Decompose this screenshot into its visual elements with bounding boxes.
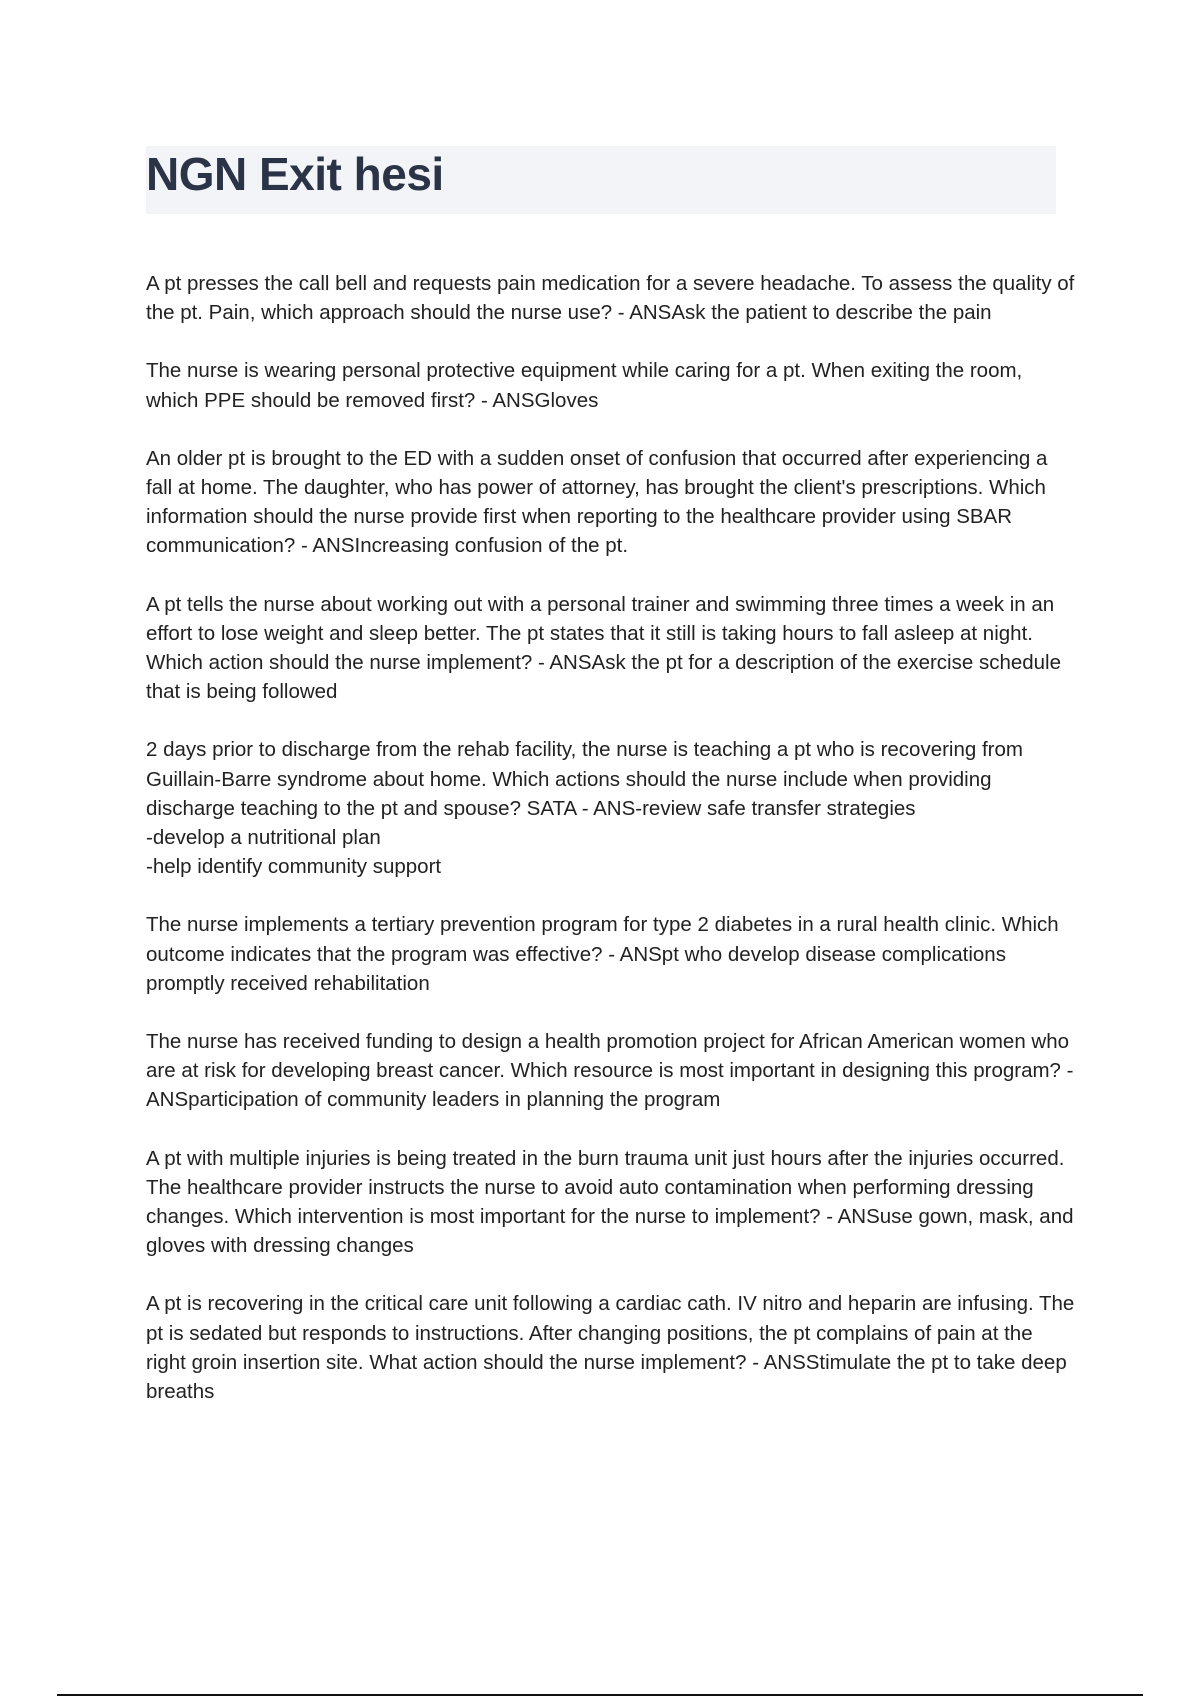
- qa-item-5: 2 days prior to discharge from the rehab facility, the nurse is teaching a pt who is recovering from Guillain-Barre syndrome about home. Which actions should the nurse include when providing discharge teaching to the pt and spouse? SATA - ANS-review safe transfer strategies -develop a nutritional plan -help identify community support: [146, 738, 1023, 879]
- page-title: NGN Exit hesi: [146, 148, 444, 200]
- qa-item-4: A pt tells the nurse about working out with a personal trainer and swimming three times a week in an effort to lose weight and sleep better. The pt states that it still is taking hours to fall asleep at night. Which action should the nurse implement? - ANSAsk the pt for a description of the exercise schedule that is being followed: [146, 592, 1062, 704]
- qa-item-6: The nurse implements a tertiary prevention program for type 2 diabetes in a rural health clinic. Which outcome indicates that the program was effective? - ANSpt who develop disease complications promptly received rehabilitation: [146, 913, 1059, 995]
- qa-item-3: An older pt is brought to the ED with a sudden onset of confusion that occurred after experiencing a fall at home. The daughter, who has power of attorney, has brought the client's prescriptions. Which information should the nurse provide first when reporting to the healthcare provider using SBAR communication? - ANSIncreasing confusion of the pt.: [146, 446, 1048, 558]
- qa-item-8: A pt with multiple injuries is being treated in the burn trauma unit just hours after the injuries occurred. The healthcare provider instructs the nurse to avoid auto contamination when performing dressing changes. Which intervention is most important for the nurse to implement? - ANSuse gown, mask, and gloves with dressing changes: [146, 1146, 1074, 1258]
- qa-item-9: A pt is recovering in the critical care unit following a cardiac cath. IV nitro and heparin are infusing. The pt is sedated but responds to instructions. After changing positions, the pt complains of pain at the right groin insertion site. What action should the nurse implement? - ANSStimulate the pt to take deep breaths: [146, 1292, 1075, 1404]
- qa-item-1: A pt presses the call bell and requests pain medication for a severe headache. To assess the quality of the pt. Pain, which approach should the nurse use? - ANSAsk the patient to describe the pain: [146, 272, 1075, 325]
- qa-item-7: The nurse has received funding to design a health promotion project for African American women who are at risk for developing breast cancer. Which resource is most important in designing this program? - ANSparticipation of community leaders in planning the program: [146, 1030, 1074, 1112]
- question-answer-list: [146, 269, 1076, 1435]
- footer-divider: [57, 1694, 1143, 1696]
- qa-item-2: The nurse is wearing personal protective equipment while caring for a pt. When exiting the room, which PPE should be removed first? - ANSGloves: [146, 359, 1023, 412]
